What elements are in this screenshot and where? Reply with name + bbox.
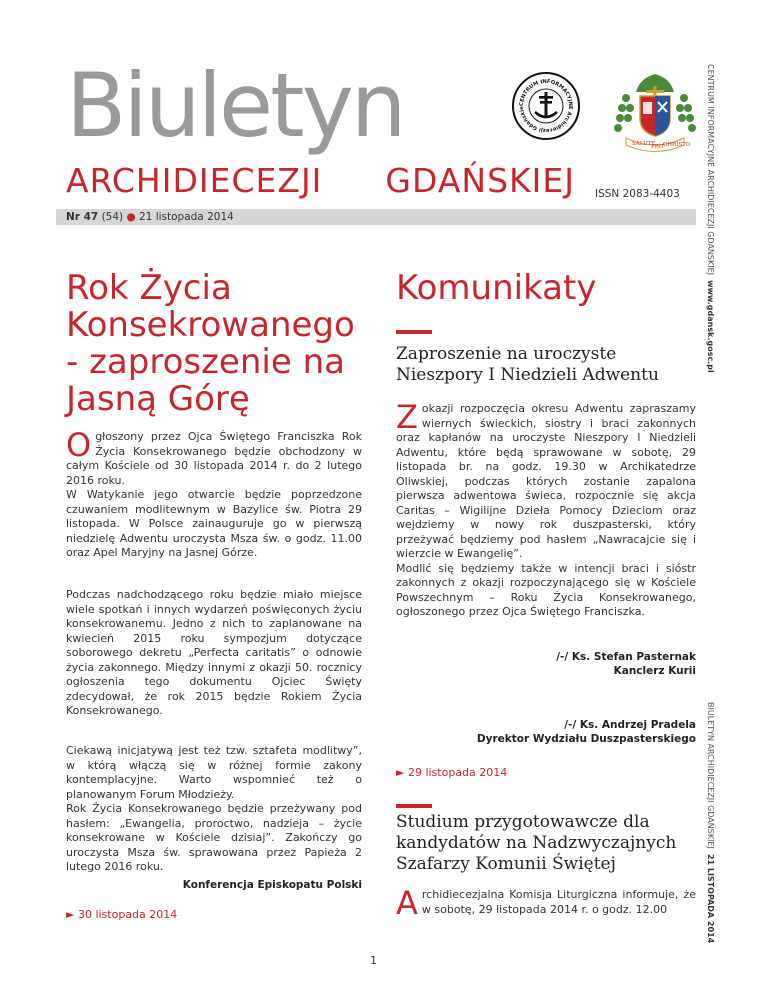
article1-p1	[396, 398, 696, 562]
bullet-icon: ●	[126, 211, 136, 223]
article1-signature-2	[396, 718, 696, 746]
article1-p2: Modlić się będziemy także w intencji braci i sióstr zakonnych z okazji rozpoczynającego się w Kościele Powszechnym – Roku Życia Konsekrowanego, ogłoszonego przez Ojca Świętego Franciszka.	[396, 561, 696, 618]
left-article-p2: W Watykanie jego otwarcie będzie poprzedzone czuwaniem modlitewnym w Bazylice św. Piotra 29 listopada. W Polsce zainauguruje go w pierwszą niedzielę Adwentu uroczysta Msza św. o godz. 11.00 oraz Apel Maryjny na Jasnej Górze.	[66, 488, 362, 559]
side-text-top	[706, 64, 715, 373]
sig2-title: Dyrektor Wydziału Duszpasterskiego	[476, 733, 696, 745]
left-article-heading: Rok Życia Konsekrowanego - zaproszenie na Jasną Górę	[66, 268, 355, 419]
logo-ring-text: CENTRUM INFORMACYJNE Archidiecezji Gdańskie	[518, 78, 574, 134]
side-text-bottom-label: BIULETYN ARCHIDIECEZJI GDAŃSKIEJ	[706, 702, 715, 849]
motto-right: CHRISTO	[663, 142, 691, 148]
sig1-name: /-/ Ks. Stefan Pasternak	[556, 651, 696, 663]
issue-bar	[56, 209, 696, 225]
left-article-p1-text: głoszony przez Ojca Świętego Franciszka Rok Życia Konsekrowanego będzie obchodzony w całym Kościele od 30 listopada 2014 r. do 2 lutego 2016 roku.	[66, 430, 362, 487]
masthead-subtitle-part1: ARCHIDIECEZJI	[66, 161, 323, 200]
article1-date-link[interactable]: ► 29 listopada 2014	[396, 766, 508, 779]
red-rule	[396, 330, 432, 334]
left-article-p3: Podczas nadchodzącego roku będzie miało miejsce wiele spotkań i innych wydarzeń poświęconych życiu konsekrowanemu. Jedno z nich to zaplanowane na kwiecień 2015 roku sympozjum dotyczące soborowego dekretu „Perfecta caritatis” o odnowie życia zakonnego. Między innymi z okazji 50. rocznicy ogłoszenia tego dokumentu Ojciec Święty zdecydował, że rok 2015 będzie Rokiem Życia Konsekrowanego.	[66, 588, 362, 717]
motto-left: SALUTE	[632, 141, 656, 147]
article1-subhead: Zaproszenie na uroczyste Nieszpory I Niedzieli Adwentu	[396, 344, 659, 385]
issn-number: ISSN 2083-4403	[595, 188, 680, 200]
left-article-intro	[66, 426, 362, 561]
page-number: 1	[370, 954, 377, 967]
article1-p1-text: okazji rozpoczęcia okresu Adwentu zapraszamy wiernych świeckich, siostry i braci zakonnych oraz kapłanów na uroczyste Nieszpory I Niedzieli Adwentu, które będą sprawowane w sobotę, 29 listopada br. na godz. 19.30 w Archikatedrze Oliwskiej, podczas których zostanie zapalona pierwsza adwentowa świeca, rozpocznie się akcja Caritas – Wigilijne Dzieła Pomocy Dzieciom oraz wejdziemy w nowy rok duszpasterski, który przeżywać będziemy pod hasłem „Nawracajcie się i wierzcie w Ewangelię”.	[396, 402, 696, 560]
side-text-bottom-date: 21 LISTOPADA 2014	[706, 853, 715, 944]
issue-date: 21 listopada 2014	[139, 211, 234, 223]
side-text-top-label: CENTRUM INFORMACYJNE ARCHIDIECEZJI GDAŃSKIEJ	[706, 64, 715, 276]
article2-p1	[396, 884, 696, 922]
sig1-title: Kanclerz Kurii	[613, 665, 696, 677]
centrum-informacyjne-logo	[512, 72, 580, 140]
article1-signature-1	[396, 650, 696, 678]
left-article-p4: Ciekawą inicjatywą jest też tzw. sztafeta modlitwy”, w którą włączą się w różnej formie zakony kontemplacyjne. Warto wspomnieć też o planowanym Forum Młodzieży.	[66, 744, 362, 801]
coat-of-arms-icon	[612, 72, 698, 156]
left-article-signature: Konferencja Episkopatu Polski	[182, 879, 362, 891]
cross-anchor-icon	[514, 74, 578, 138]
article1-dropcap: Z	[396, 398, 418, 436]
left-article-more	[66, 744, 362, 875]
left-article-p1	[66, 426, 362, 488]
motto-mid: PRO	[651, 144, 664, 150]
article1-body	[396, 398, 696, 620]
right-column-heading: Komunikaty	[396, 268, 597, 308]
left-article-p5: Rok Życia Konsekrowanego będzie przeżywany pod hasłem: „Ewangelia, proroctwo, nadzieja – życie konsekrowane w Kościele dzisiaj”. Zakończy go uroczysta Msza św. sprawowana przez Papieża 2 lutego 2016 roku.	[66, 802, 362, 873]
left-article-dropcap: O	[66, 426, 92, 464]
masthead-title: Biuletyn	[66, 54, 404, 157]
article2-subhead: Studium przygotowawcze dla kandydatów na Nadzwyczajnych Szafarzy Komunii Świętej	[396, 812, 677, 874]
issue-number: Nr 47	[66, 211, 99, 223]
masthead-subtitle	[66, 161, 575, 200]
side-text-top-url[interactable]: www.gdansk.gosc.pl	[706, 280, 715, 373]
article2-body	[396, 884, 696, 922]
side-text-bottom	[706, 702, 715, 943]
red-rule-2	[396, 804, 432, 808]
left-article-date-link[interactable]: ► 30 listopada 2014	[66, 908, 178, 921]
article2-p1-text: rchidiecezjalna Komisja Liturgiczna informuje, że w sobotę, 29 listopada 2014 r. o godz. 12.00	[421, 888, 696, 916]
coat-of-arms	[612, 72, 698, 156]
article2-dropcap: A	[396, 884, 418, 922]
masthead-subtitle-part2: GDAŃSKIEJ	[385, 161, 575, 200]
issue-number-sub: (54)	[101, 211, 124, 223]
sig2-name: /-/ Ks. Andrzej Pradela	[564, 719, 696, 731]
